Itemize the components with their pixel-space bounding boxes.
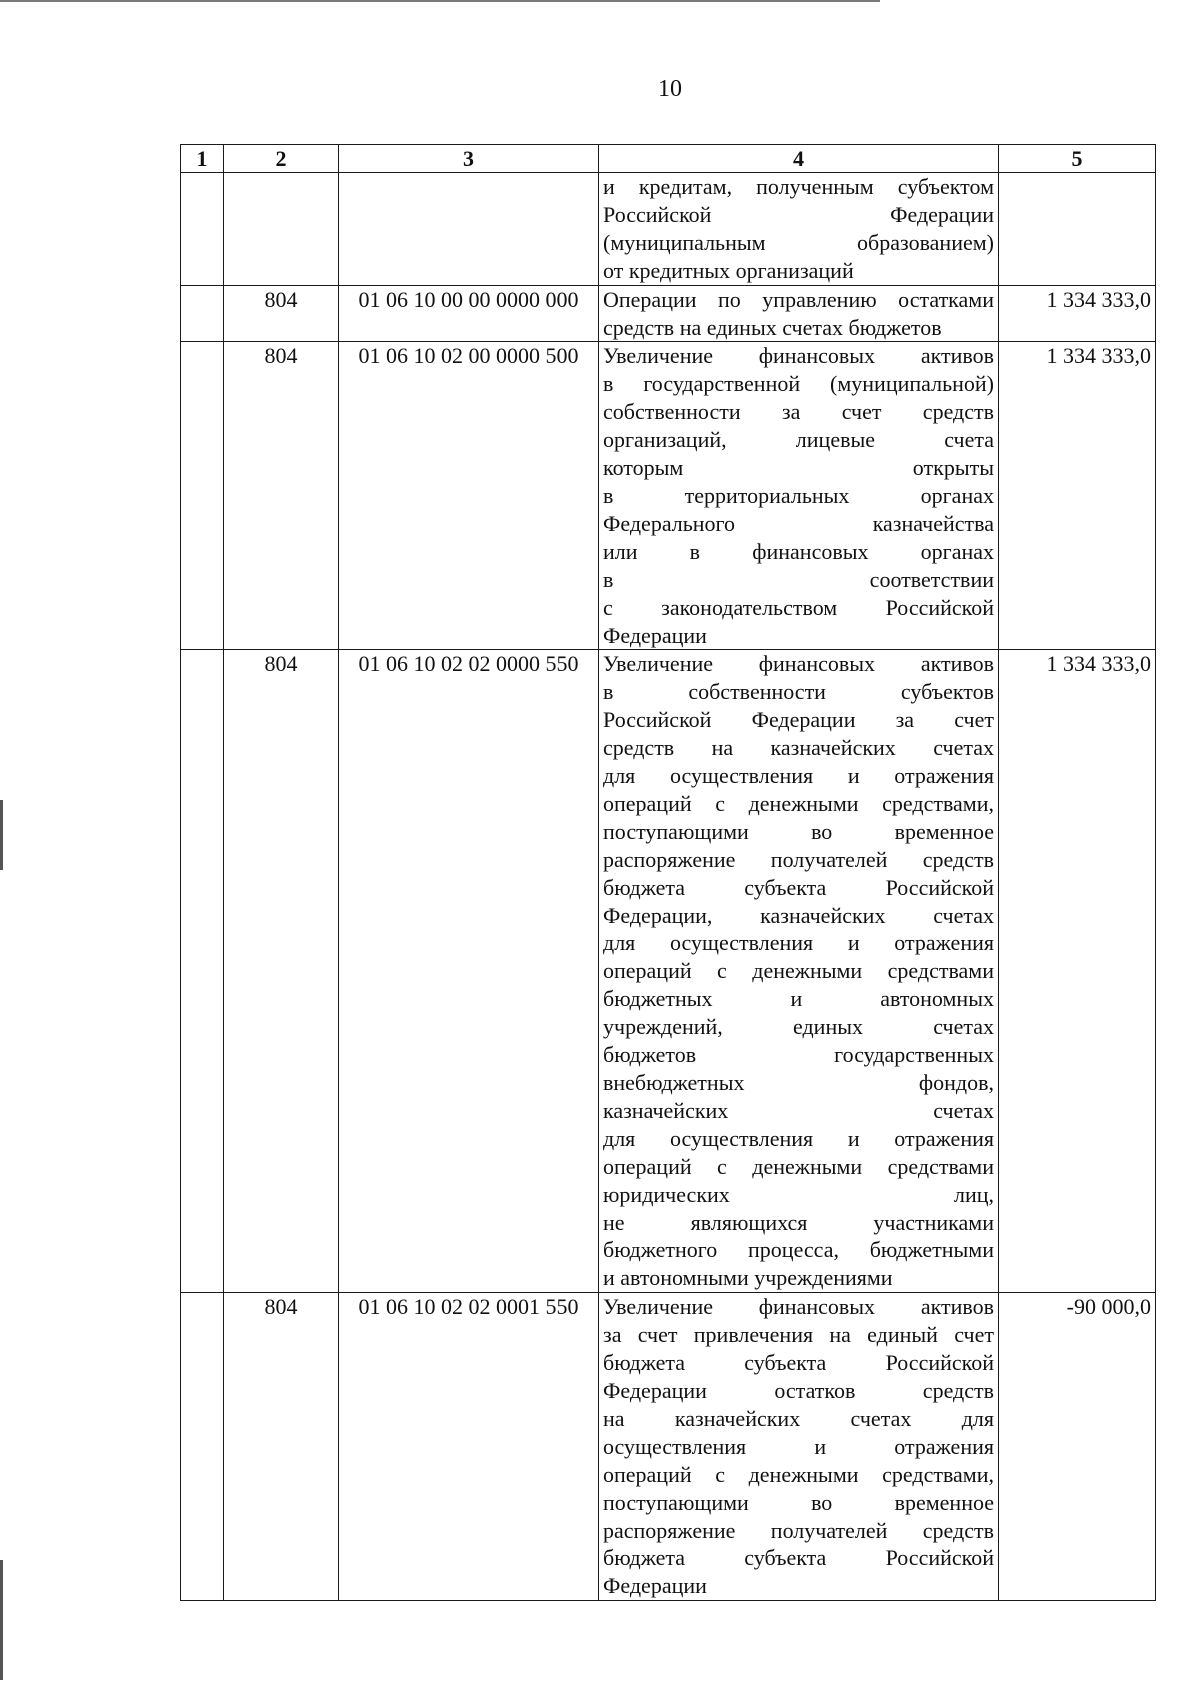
description-line: собственности за счет средств	[603, 399, 994, 425]
scan-margin-mark	[0, 800, 3, 870]
scan-margin-mark	[0, 1560, 3, 1680]
description-line: средств на единых счетах бюджетов	[603, 314, 942, 340]
description-line: операций с денежными средствами,	[603, 790, 994, 816]
header-col-1: 1	[181, 145, 224, 173]
table-row	[181, 1293, 1156, 1601]
description-line: распоряжение получателей средств	[603, 1517, 994, 1543]
source-code-cell: 01 06 10 02 02 0000 550	[339, 650, 599, 1293]
header-col-5: 5	[999, 145, 1156, 173]
budget-sources-table	[180, 144, 1156, 1601]
description-line: для осуществления и отражения	[603, 763, 994, 789]
table-header-row	[181, 145, 1156, 173]
description-line: бюджета субъекта Российской	[603, 1545, 994, 1571]
row-number-cell	[181, 285, 224, 342]
amount-cell: 1 334 333,0	[999, 342, 1156, 650]
table-body	[181, 173, 1156, 1601]
description-line: операций с денежными средствами,	[603, 1461, 994, 1487]
description-line: казначейских счетах	[603, 1097, 994, 1123]
description-line: юридических лиц,	[603, 1181, 994, 1207]
description-cell	[599, 650, 999, 1293]
header-col-2: 2	[224, 145, 339, 173]
description-line: Федерации, казначейских счетах	[603, 902, 994, 928]
description-line: которым открыты	[603, 455, 994, 481]
table-row	[181, 342, 1156, 650]
amount-cell	[999, 173, 1156, 286]
table-row	[181, 173, 1156, 286]
amount-cell: 1 334 333,0	[999, 285, 1156, 342]
description-line: в территориальных органах	[603, 482, 994, 508]
description-line: Российской Федерации за счет	[603, 707, 994, 733]
description-line: (муниципальным образованием)	[603, 229, 994, 255]
description-line: от кредитных организаций	[603, 257, 854, 283]
source-code-cell: 01 06 10 02 02 0001 550	[339, 1293, 599, 1601]
description-cell	[599, 173, 999, 286]
description-line: бюджетных и автономных	[603, 986, 994, 1012]
admin-code-cell: 804	[224, 650, 339, 1293]
description-line: операций с денежными средствами	[603, 958, 994, 984]
description-line: для осуществления и отражения	[603, 930, 994, 956]
row-number-cell	[181, 650, 224, 1293]
source-code-cell	[339, 173, 599, 286]
description-line: организаций, лицевые счета	[603, 427, 994, 453]
description-line: за счет привлечения на единый счет	[603, 1322, 994, 1348]
amount-cell: -90 000,0	[999, 1293, 1156, 1601]
page-number: 10	[658, 76, 682, 102]
top-rule	[0, 0, 880, 2]
header-col-4: 4	[599, 145, 999, 173]
description-line: в государственной (муниципальной)	[603, 371, 994, 397]
description-line: осуществления и отражения	[603, 1433, 994, 1459]
description-line: поступающими во временное	[603, 1489, 994, 1515]
description-line: распоряжение получателей средств	[603, 846, 994, 872]
description-line: операций с денежными средствами	[603, 1153, 994, 1179]
description-line: в собственности субъектов	[603, 679, 994, 705]
table-row	[181, 285, 1156, 342]
description-cell	[599, 342, 999, 650]
description-line: бюджета субъекта Российской	[603, 874, 994, 900]
description-line: Операции по управлению остатками	[603, 286, 994, 312]
description-line: на казначейских счетах для	[603, 1405, 994, 1431]
description-line: с законодательством Российской	[603, 594, 994, 620]
admin-code-cell: 804	[224, 285, 339, 342]
admin-code-cell	[224, 173, 339, 286]
description-line: или в финансовых органах	[603, 538, 994, 564]
amount-cell: 1 334 333,0	[999, 650, 1156, 1293]
table-row	[181, 650, 1156, 1293]
description-line: средств на казначейских счетах	[603, 735, 994, 761]
description-line: Федерации	[603, 1573, 707, 1599]
description-line: Российской Федерации	[603, 201, 994, 227]
description-line: Увеличение финансовых активов	[603, 651, 994, 677]
description-line: учреждений, единых счетах	[603, 1014, 994, 1040]
description-line: и автономными учреждениями	[603, 1265, 893, 1291]
description-line: для осуществления и отражения	[603, 1125, 994, 1151]
description-cell	[599, 1293, 999, 1601]
description-line: Федерации	[603, 622, 707, 648]
description-line: и кредитам, полученным субъектом	[603, 174, 994, 199]
description-line: Увеличение финансовых активов	[603, 343, 994, 369]
description-line: Федерации остатков средств	[603, 1377, 994, 1403]
description-line: поступающими во временное	[603, 818, 994, 844]
description-line: бюджета субъекта Российской	[603, 1350, 994, 1376]
description-line: бюджетного процесса, бюджетными	[603, 1237, 994, 1263]
header-col-3: 3	[339, 145, 599, 173]
source-code-cell: 01 06 10 02 00 0000 500	[339, 342, 599, 650]
description-line: в соответствии	[603, 566, 994, 592]
row-number-cell	[181, 173, 224, 286]
source-code-cell: 01 06 10 00 00 0000 000	[339, 285, 599, 342]
description-line: Федерального казначейства	[603, 510, 994, 536]
description-line: бюджетов государственных	[603, 1042, 994, 1068]
description-line: не являющихся участниками	[603, 1209, 994, 1235]
description-line: внебюджетных фондов,	[603, 1070, 994, 1095]
admin-code-cell: 804	[224, 342, 339, 650]
row-number-cell	[181, 1293, 224, 1601]
row-number-cell	[181, 342, 224, 650]
description-line: Увеличение финансовых активов	[603, 1294, 994, 1320]
description-cell	[599, 285, 999, 342]
admin-code-cell: 804	[224, 1293, 339, 1601]
